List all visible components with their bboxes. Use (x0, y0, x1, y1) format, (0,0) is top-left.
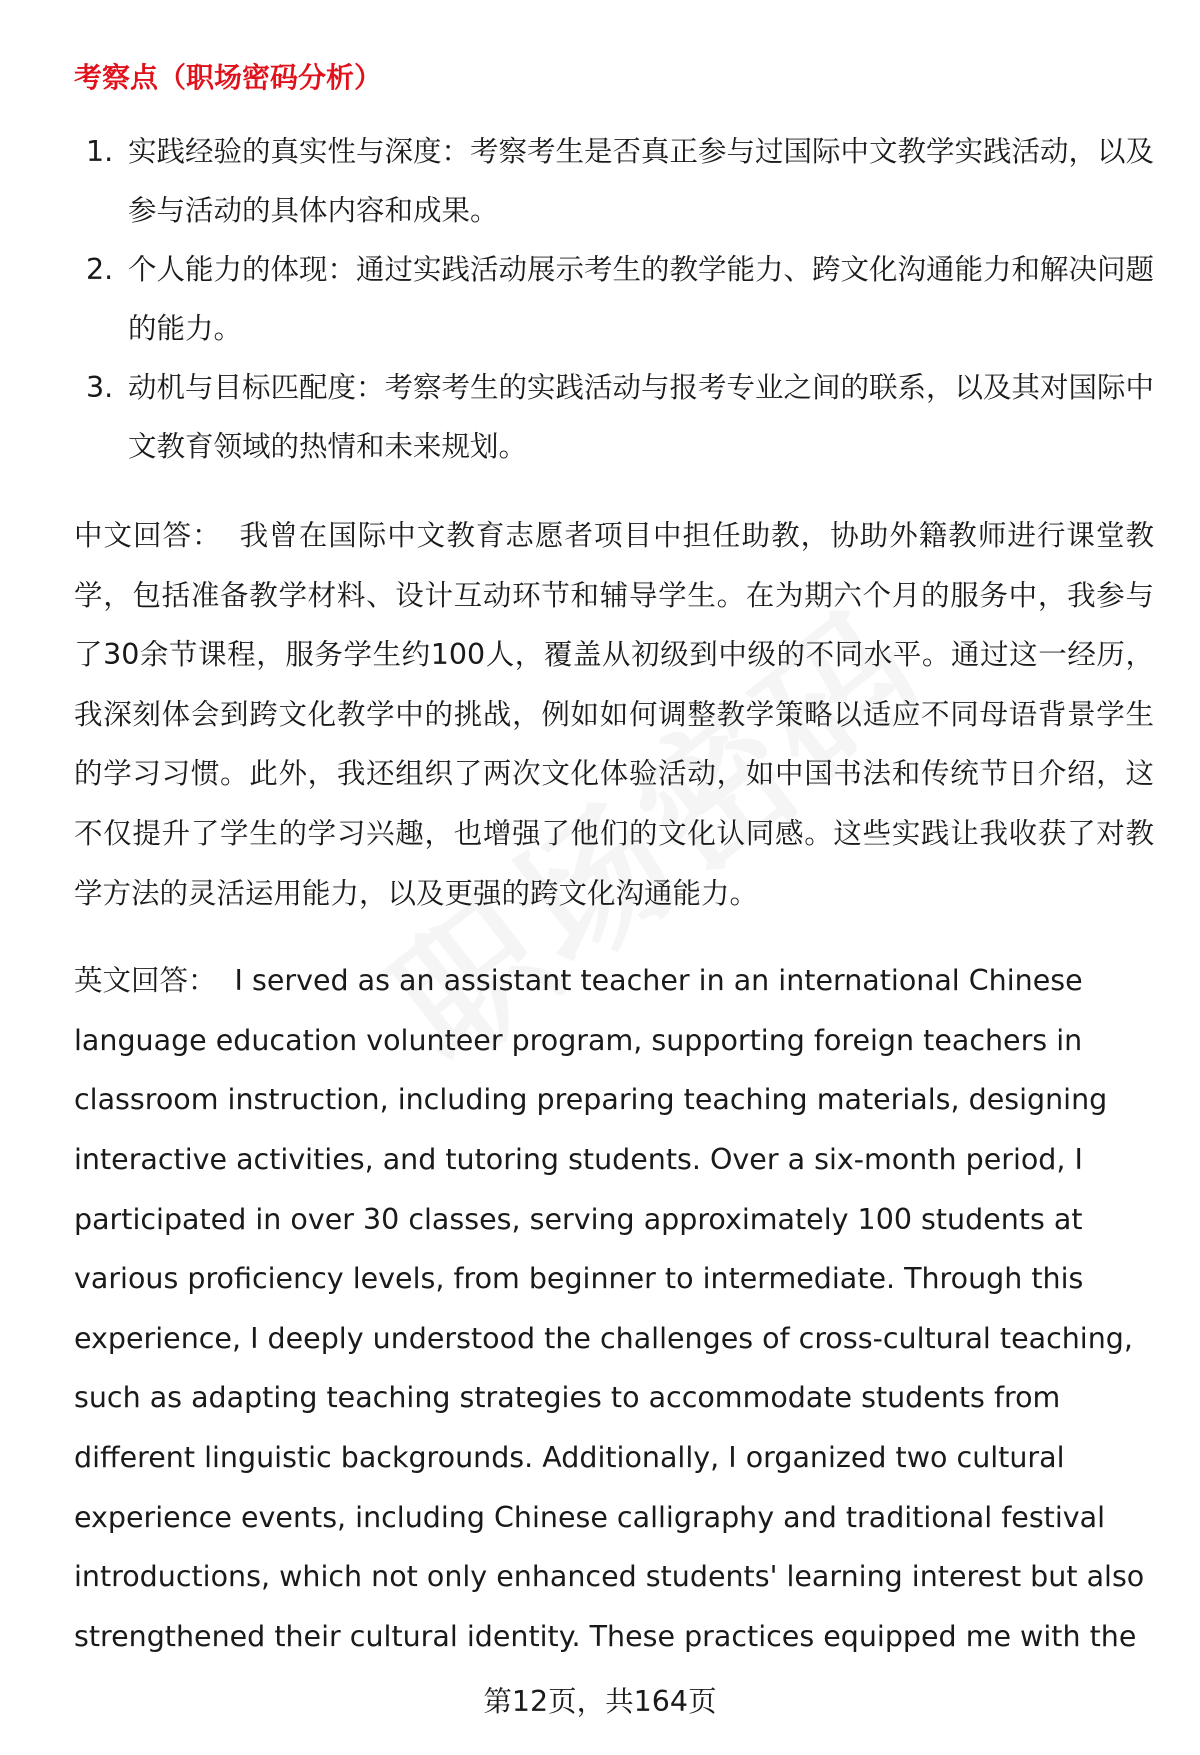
list-item-number: 3. (86, 371, 114, 404)
chinese-answer-text: 我曾在国际中文教育志愿者项目中担任助教，协助外籍教师进行课堂教学，包括准备教学材料、设计互动环节和辅导学生。在为期六个月的服务中，我参与了30余节课程，服务学生约100人，覆盖从初级到中级的不同水平。通过这一经历，我深刻体会到跨文化教学中的挑战，例如如何调整教学策略以适应不同母语背景学生的学习习惯。此外，我还组织了两次文化体验活动，如中国书法和传统节日介绍，这不仅提升了学生的学习兴趣，也增强了他们的文化认同感。这些实践让我收获了对教学方法的灵活运用能力，以及更强的跨文化沟通能力。 (74, 519, 1154, 910)
list-item (74, 358, 1154, 476)
english-answer-label: 英文回答： (74, 964, 217, 998)
chinese-answer-label: 中文回答： (74, 519, 222, 552)
list-item-number: 1. (86, 135, 114, 168)
english-answer-paragraph (74, 951, 1154, 1666)
page-footer: 第12页，共164页 (483, 1685, 717, 1718)
list-item-text: 动机与目标匹配度：考察考生的实践活动与报考专业之间的联系，以及其对国际中文教育领域的热情和未来规划。 (128, 371, 1155, 463)
list-item-text: 实践经验的真实性与深度：考察考生是否真正参与过国际中文教学实践活动，以及参与活动的具体内容和成果。 (128, 135, 1155, 227)
list-item-text: 个人能力的体现：通过实践活动展示考生的教学能力、跨文化沟通能力和解决问题的能力。 (128, 253, 1155, 345)
chinese-answer-paragraph (74, 506, 1154, 923)
assessment-points-list (74, 122, 1154, 476)
page-content (74, 56, 1154, 1694)
list-item (74, 122, 1154, 240)
list-item (74, 240, 1154, 358)
english-answer-text: I served as an assistant teacher in an international Chinese language education volunteer program, supporting foreign teachers in classroom instruction, including preparing teaching materials, designing interactive activities, and tutoring students. Over a six-month period, I participated in over 30 classes, serving approximately 100 students at various proficiency levels, from beginner to intermediate. Through this experience, I deeply understood the challenges of cross-cultural teaching, such as adapting teaching strategies to accommodate students from different linguistic backgrounds. Additionally, I organized two cultural experience events, including Chinese calligraphy and traditional festival introductions, which not only enhanced students' learning interest but also strengthened their cultural identity. These practices equipped me with the (74, 964, 1145, 1653)
list-item-number: 2. (86, 253, 114, 286)
section-title: 考察点（职场密码分析） (74, 61, 383, 94)
